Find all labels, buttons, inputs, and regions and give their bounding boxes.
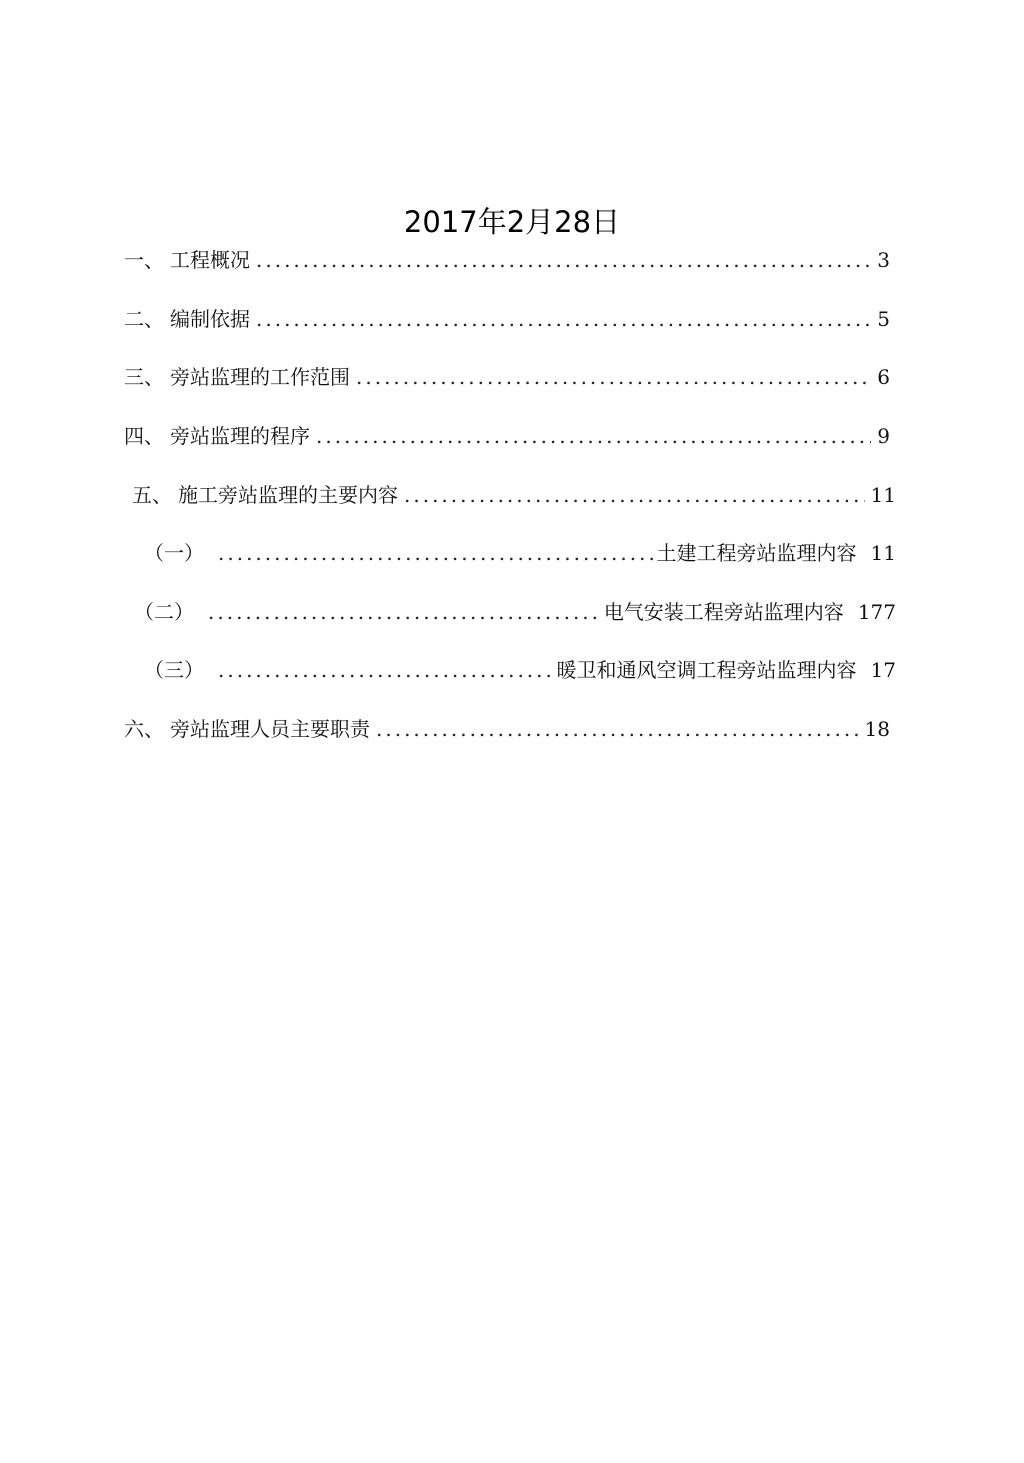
toc-page-number: 5 [877,307,890,331]
toc-number: 四、 [124,424,164,448]
toc-number: （三） [144,658,204,682]
toc-page-number: 6 [877,365,890,389]
toc-number: （一） [144,541,204,565]
toc-entry[interactable] [124,420,890,452]
toc-number: 三、 [124,365,164,389]
date-heading: 2017年2月28日 [403,205,621,239]
toc-title: 电气安装工程旁站监理内容 [603,600,844,624]
toc-page-number: 11 [870,483,896,507]
toc-title: 土建工程旁站监理内容 [656,541,857,565]
toc-subentry[interactable] [144,537,896,569]
toc-page-number: 9 [877,424,890,448]
toc-number: 五、 [132,483,172,507]
toc-leader-dots [218,537,655,569]
toc-leader-dots [316,420,871,452]
toc-leader-dots [208,596,602,628]
toc-entry[interactable] [124,244,890,276]
toc-number: 一、 [124,248,164,272]
toc-leader-dots [404,479,865,511]
toc-title: 旁站监理的程序 [170,424,310,448]
toc-number: （二） [134,600,194,624]
toc-page-number: 3 [877,248,890,272]
toc-leader-dots [256,303,871,335]
toc-subentry[interactable] [144,654,896,686]
toc-leader-dots [356,361,871,393]
toc-leader-dots [256,244,871,276]
toc-leader-dots [218,654,555,686]
toc-title: 旁站监理人员主要职责 [170,717,370,741]
toc-number: 二、 [124,307,164,331]
toc-number: 六、 [124,717,164,741]
toc-entry[interactable] [132,479,896,511]
toc-title: 暖卫和通风空调工程旁站监理内容 [556,658,857,682]
toc-title: 施工旁站监理的主要内容 [178,483,398,507]
toc-page-number: 18 [864,717,890,741]
toc-leader-dots [376,713,859,745]
toc-page-number: 11 [870,541,896,565]
toc-title: 编制依据 [170,307,250,331]
toc-page-number: 17 [870,658,896,682]
toc-subentry[interactable] [134,596,896,628]
toc-entry[interactable] [124,303,890,335]
toc-entry[interactable] [124,361,890,393]
toc-page-number: 177 [857,600,896,624]
toc-entry[interactable] [124,713,890,745]
toc-title: 旁站监理的工作范围 [170,365,350,389]
toc-title: 工程概况 [170,248,250,272]
